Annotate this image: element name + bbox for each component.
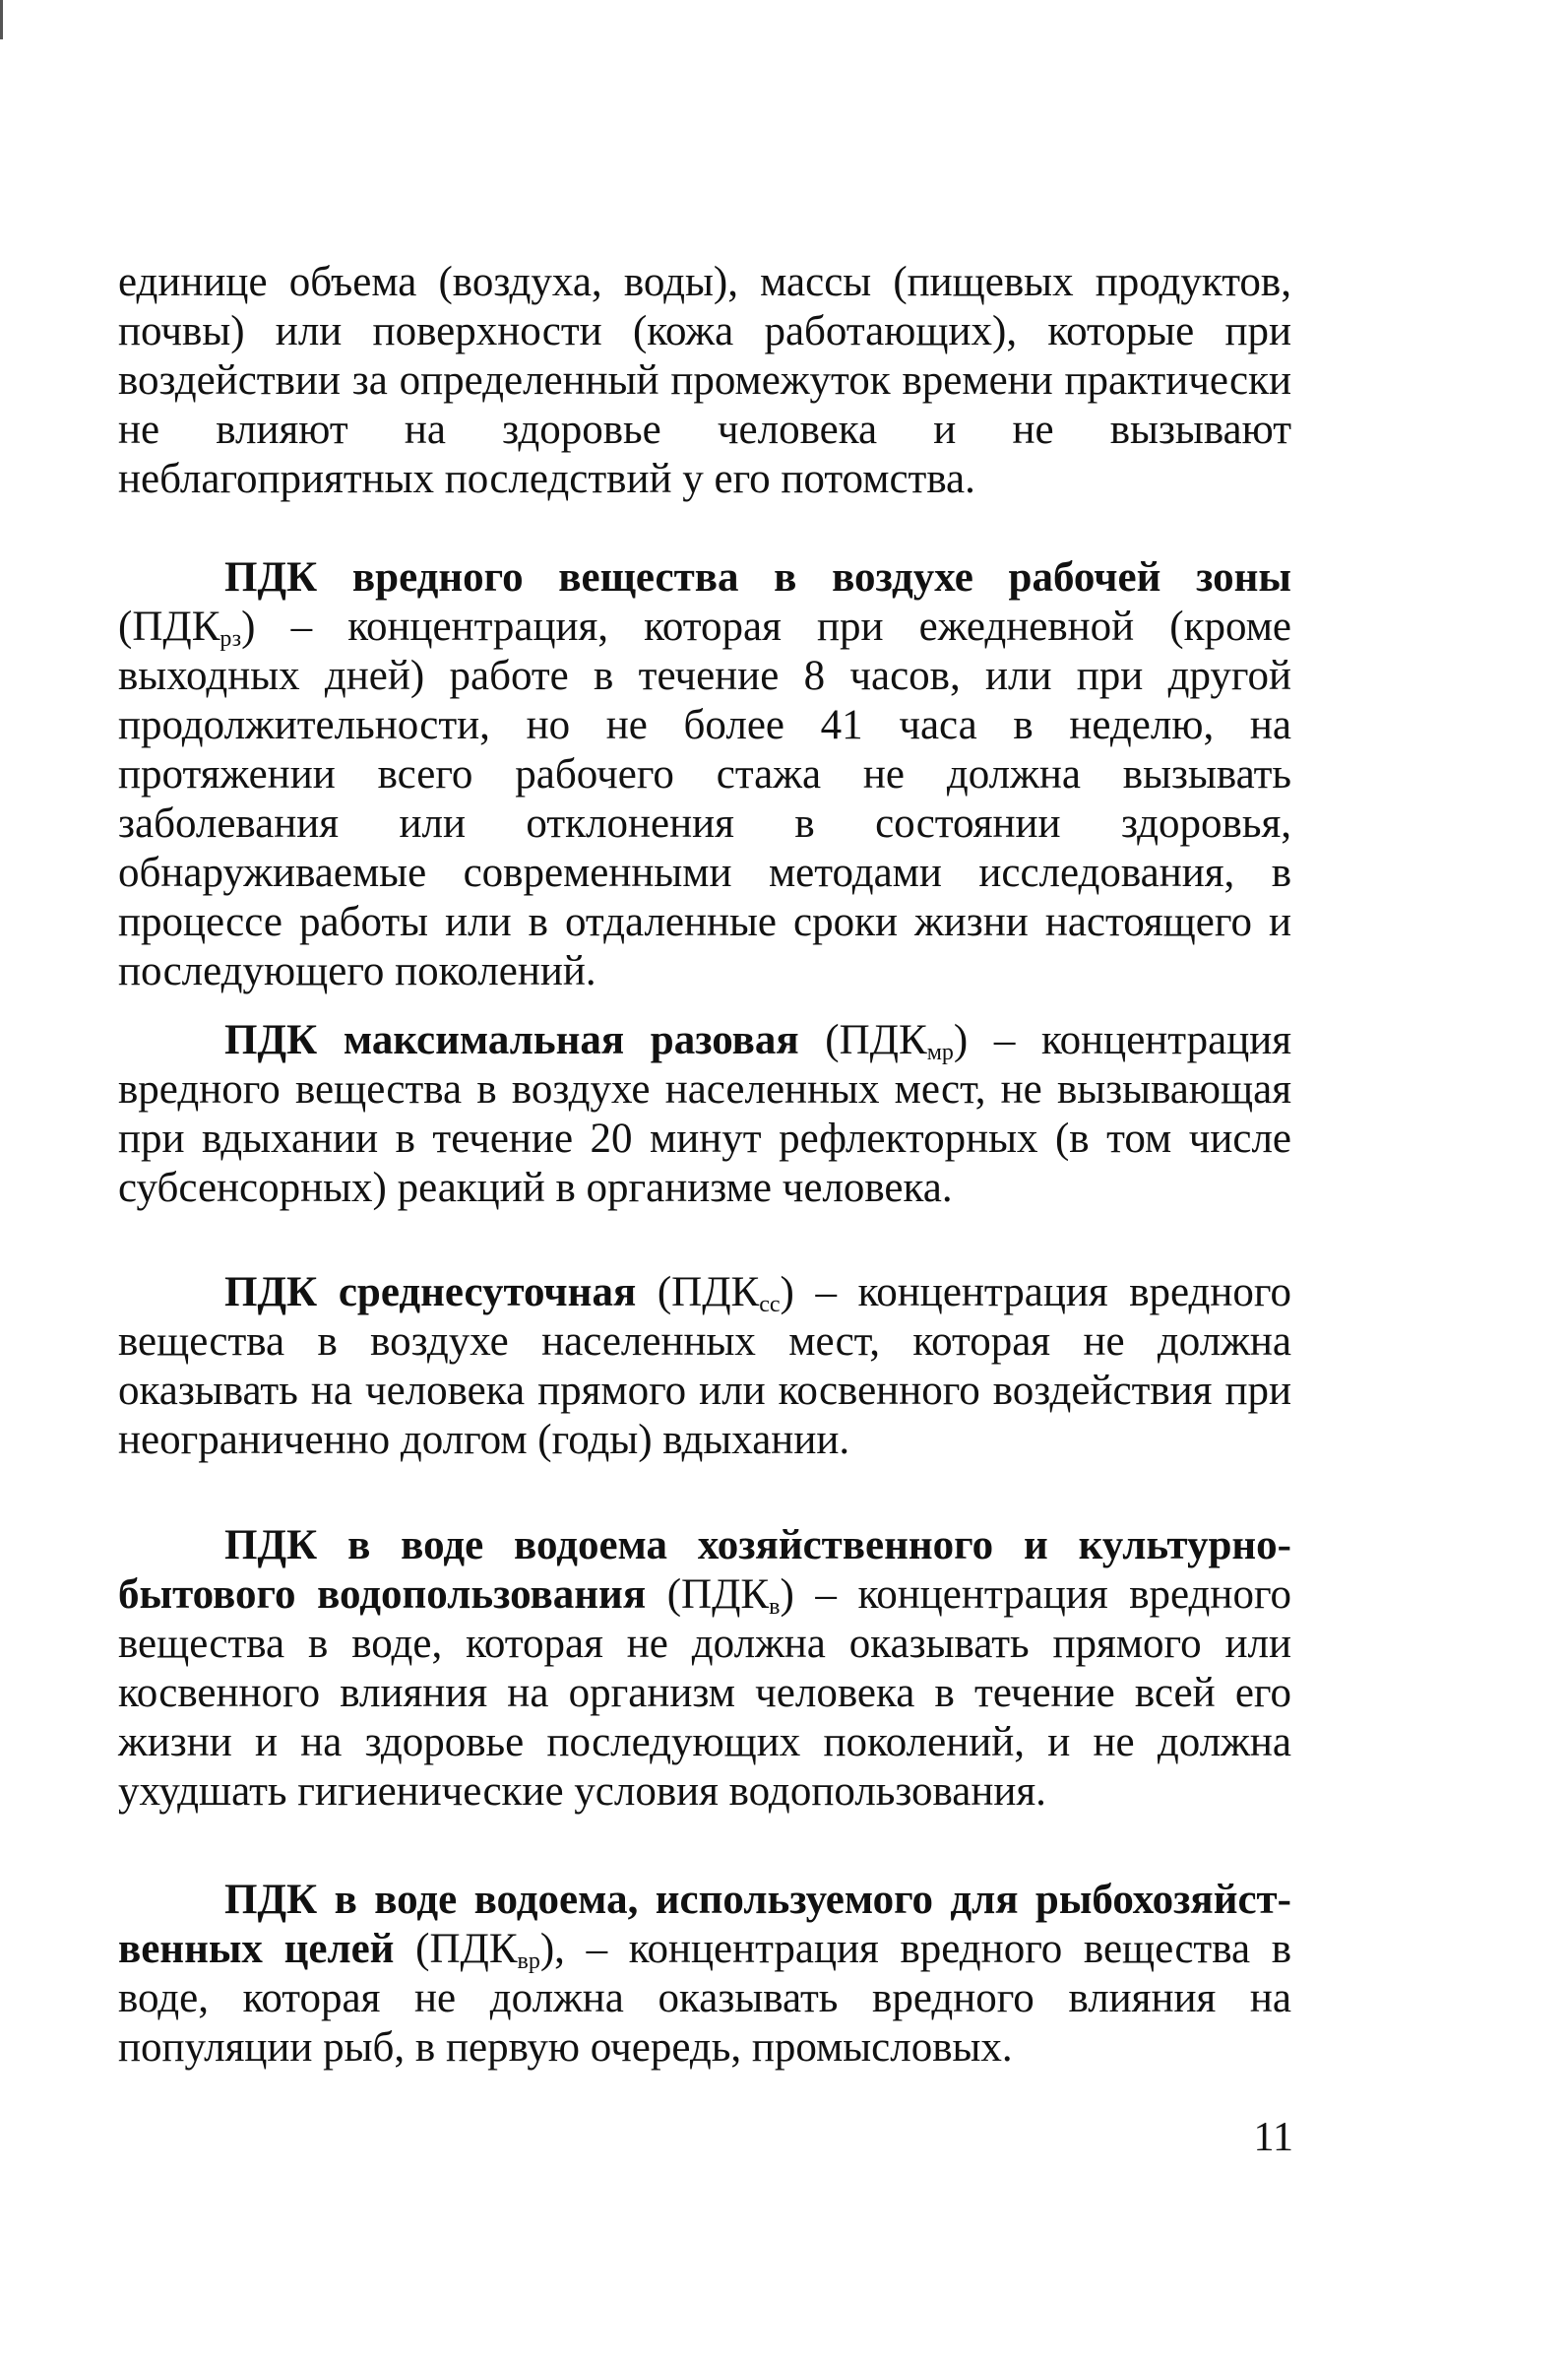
pdk-mr-block [118, 1016, 1291, 1213]
pdk-v-abbr-open: (ПДК [646, 1571, 770, 1618]
intro-paragraph: единице объема (воздуха, воды), массы (пищевых продуктов, почвы) или поверхности (кожа работающих), которые при воздействии за определенный промежуток времени практически не влияют на здоровье человека и не вызывают неблагоприятных последствий у его потомства. [118, 259, 1291, 502]
pdk-ss-abbr-sub: сс [759, 1292, 781, 1317]
pdk-v-abbr-sub: в [769, 1594, 781, 1620]
pdk-rz-abbr-close: ) [241, 604, 256, 650]
pdk-vr-abbr-sub: вр [517, 1948, 540, 1974]
pdk-mr-abbr-sub: мр [926, 1040, 954, 1065]
pdk-vr-paragraph [118, 1876, 1291, 2073]
pdk-ss-definition: – концентрация вредного вещества в воздухе населенных мест, которая не должна оказывать на человека прямого или косвенного воздействия при неограниченно долгом (годы) вдыхании. [118, 1269, 1292, 1463]
pdk-mr-abbr-open: (ПДК [798, 1017, 927, 1063]
pdk-ss-term: ПДК среднесуточная [224, 1269, 637, 1315]
pdk-v-abbr-close: ) [780, 1571, 794, 1618]
pdk-vr-abbr-close: ), [539, 1926, 565, 1972]
pdk-vr-abbr-open: (ПДК [394, 1926, 518, 1972]
pdk-v-block [118, 1521, 1291, 1817]
pdk-rz-block [118, 553, 1291, 996]
pdk-rz-abbr-open: (ПДК [118, 604, 220, 650]
pdk-ss-abbr-open: (ПДК [636, 1269, 760, 1315]
pdk-rz-definition: – концентрация, которая при ежедневной (кроме выходных дней) работе в течение 8 часов, или при другой продолжительности, но не более 41 часа в неделю, на протяжении всего рабочего стажа не должна вызывать заболевания или отклонения в состоянии здоровья, обнаруживаемые современными методами исследования, в процессе работы или в отдаленные сроки жизни настоящего и последующего поколений. [118, 604, 1291, 994]
pdk-vr-term: ПДК в воде водоема, используемого для рыбохозяйственных целей [118, 1877, 1291, 1972]
pdk-ss-block [118, 1268, 1291, 1465]
pdk-rz-term: ПДК вредного вещества в воздухе рабочей зоны [224, 554, 1291, 601]
pdk-vr-definition: – концентрация вредного вещества в воде, которая не должна оказывать вредного влияния на популяции рыб, в первую очередь, промысловых. [118, 1926, 1292, 2071]
pdk-rz-abbr-sub: рз [220, 626, 242, 652]
pdk-mr-abbr-close: ) [953, 1017, 969, 1063]
pdk-ss-abbr-close: ) [780, 1269, 794, 1315]
page-number: 11 [1253, 2115, 1293, 2160]
pdk-v-paragraph [118, 1521, 1291, 1817]
pdk-mr-definition: – концентрация вредного вещества в воздухе населенных мест, не вызывающая при вдыхании в течение 20 минут рефлекторных (в том числе субсенсорных) реакций в организме человека. [118, 1017, 1291, 1211]
pdk-v-term: ПДК в воде водоема хозяйственного и культурно-бытового водопользования [118, 1522, 1291, 1618]
pdk-vr-block [118, 1876, 1291, 2073]
scan-edge-mark [0, 0, 3, 39]
pdk-mr-term: ПДК максимальная разовая [224, 1017, 799, 1063]
pdk-mr-paragraph [118, 1016, 1291, 1213]
pdk-ss-paragraph [118, 1268, 1291, 1465]
pdk-v-definition: – концентрация вредного вещества в воде, которая не должна оказывать прямого или косвенного влияния на организм человека в течение всей его жизни и на здоровье последующих поколений, и не должна ухудшать гигиенические условия водопользования. [118, 1571, 1292, 1815]
intro-paragraph-block [118, 258, 1291, 504]
pdk-rz-paragraph [118, 553, 1291, 996]
